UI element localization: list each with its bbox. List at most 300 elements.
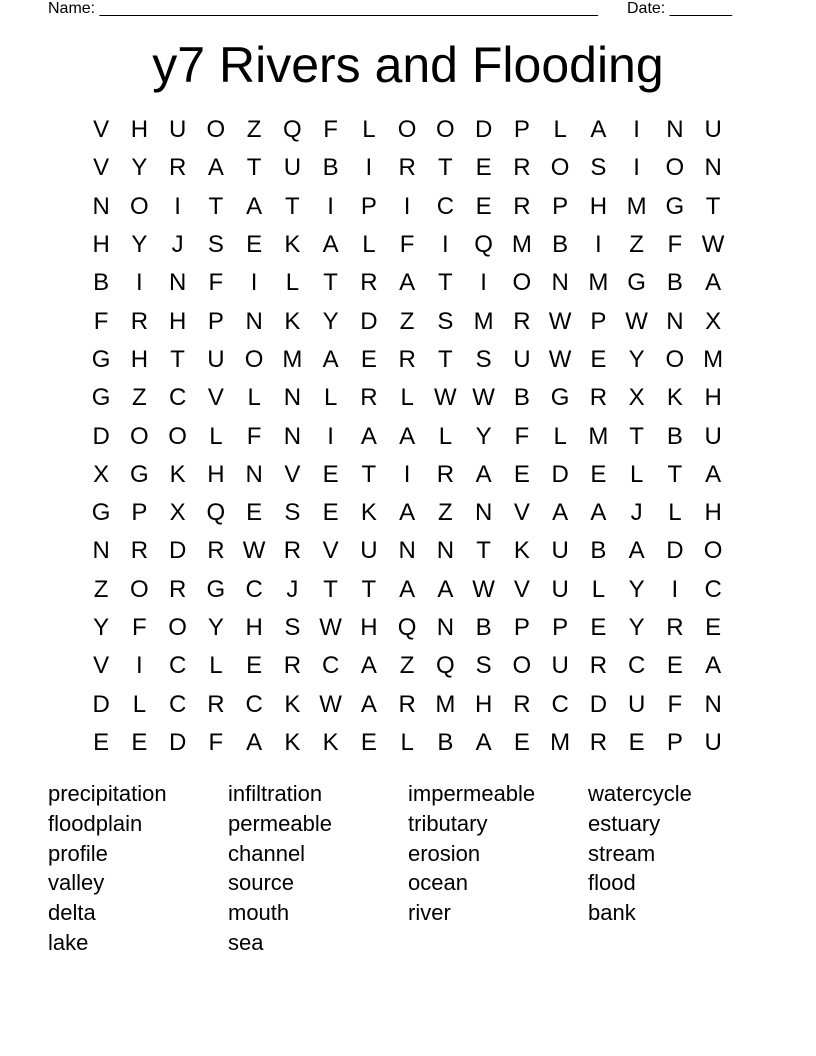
grid-letter: R [360, 384, 378, 412]
grid-letter: R [589, 652, 608, 680]
grid-letter: A [360, 690, 377, 718]
grid-letter: C [551, 690, 569, 718]
grid-letter: I [403, 460, 411, 488]
grid-letter: A [705, 652, 722, 680]
grid-letter: G [665, 192, 685, 220]
grid-letter: H [168, 307, 187, 335]
grid-letter: E [322, 499, 339, 527]
grid-letter: E [590, 345, 607, 373]
grid-letter: F [132, 614, 147, 641]
grid-letter: R [398, 345, 416, 373]
grid-letter: F [246, 422, 262, 450]
grid-letter: C [168, 652, 187, 680]
grid-letter: M [435, 690, 456, 718]
grid-letter: L [132, 690, 147, 718]
grid-letter: V [513, 499, 530, 527]
word-list-item: permeable [228, 810, 332, 836]
grid-letter: E [628, 728, 645, 756]
grid-letter: W [319, 614, 342, 641]
grid-letter: Q [397, 614, 417, 641]
grid-letter: H [704, 384, 722, 412]
grid-letter: Z [399, 307, 415, 335]
grid-letter: R [130, 537, 149, 565]
grid-letter: R [398, 690, 416, 718]
grid-letter: A [399, 575, 416, 603]
grid-letter: O [244, 345, 264, 373]
word-list-item: impermeable [408, 781, 536, 806]
grid-letter: A [552, 499, 569, 527]
name-field-line: Name: ________________________________________________________ [48, 0, 598, 17]
grid-letter: F [667, 690, 683, 718]
grid-letter: I [633, 116, 640, 144]
grid-letter: L [209, 652, 223, 680]
grid-letter: R [283, 652, 302, 680]
grid-letter: S [475, 652, 492, 680]
grid-letter: E [131, 728, 148, 756]
grid-letter: J [286, 575, 299, 603]
grid-letter: R [513, 307, 531, 335]
grid-letter: I [480, 269, 487, 297]
grid-letter: E [590, 460, 607, 488]
grid-letter: E [513, 728, 530, 756]
grid-letter: F [667, 231, 683, 259]
grid-row [82, 532, 732, 570]
grid-letter: R [589, 728, 608, 756]
grid-letter: D [168, 537, 187, 565]
grid-letter: K [169, 460, 186, 488]
grid-letter: W [548, 345, 572, 373]
grid-letter: O [512, 652, 532, 680]
grid-letter: A [590, 499, 607, 527]
grid-letter: R [207, 690, 225, 718]
grid-letter: I [595, 231, 602, 259]
grid-row [82, 149, 732, 187]
grid-letter: N [283, 422, 302, 450]
word-list-item: river [408, 900, 451, 926]
grid-letter: A [705, 269, 722, 297]
grid-letter: T [667, 460, 683, 488]
grid-letter: N [551, 269, 569, 297]
grid-letter: W [548, 307, 572, 335]
grid-letter: H [245, 614, 263, 641]
grid-letter: S [590, 154, 607, 182]
grid-letter: E [246, 652, 263, 680]
grid-letter: T [438, 154, 453, 182]
grid-letter: Y [628, 345, 645, 373]
grid-letter: M [282, 345, 303, 373]
grid-letter: L [668, 499, 682, 527]
grid-letter: N [92, 537, 110, 565]
grid-letter: U [360, 537, 378, 565]
grid-letter: U [704, 116, 722, 144]
grid-letter: A [360, 422, 377, 450]
grid-letter: A [360, 652, 377, 680]
grid-letter: P [552, 614, 569, 641]
grid-letter: I [250, 269, 258, 297]
grid-letter: R [207, 537, 225, 565]
grid-letter: O [130, 575, 149, 603]
grid-letter: T [438, 269, 453, 297]
grid-letter: S [284, 499, 301, 527]
grid-letter: U [704, 422, 722, 450]
grid-row [82, 571, 732, 609]
grid-letter: K [322, 728, 339, 756]
grid-letter: M [473, 307, 494, 335]
grid-letter: M [588, 422, 609, 450]
grid-letter: P [552, 192, 569, 220]
grid-row [82, 685, 732, 723]
grid-letter: X [93, 460, 110, 488]
grid-row [82, 456, 732, 494]
word-list-item: source [228, 870, 295, 896]
grid-letter: N [666, 116, 684, 144]
grid-letter: O [130, 192, 149, 220]
grid-letter: W [701, 231, 725, 259]
grid-letter: I [136, 269, 143, 297]
grid-letter: N [436, 537, 455, 565]
grid-letter: T [705, 192, 721, 220]
grid-letter: M [626, 192, 647, 220]
grid-letter: O [665, 345, 685, 373]
grid-letter: V [93, 154, 110, 182]
grid-letter: A [705, 460, 722, 488]
grid-letter: Z [93, 575, 109, 603]
word-list-item: profile [48, 840, 108, 866]
grid-letter: O [168, 614, 187, 641]
word-list-item: tributary [408, 810, 488, 836]
grid-letter: T [246, 154, 262, 182]
grid-row [82, 379, 732, 417]
grid-letter: Y [322, 307, 339, 335]
grid-letter: E [246, 231, 263, 259]
grid-letter: Y [628, 614, 645, 641]
grid-row [82, 609, 732, 647]
grid-letter: U [627, 690, 646, 718]
grid-letter: A [475, 460, 492, 488]
grid-letter: H [130, 116, 149, 144]
grid-letter: B [93, 269, 110, 297]
grid-letter: Y [207, 614, 224, 641]
grid-letter: O [665, 154, 685, 182]
grid-letter: X [169, 499, 186, 527]
grid-letter: G [206, 575, 226, 603]
grid-letter: D [474, 116, 493, 144]
grid-letter: Q [283, 116, 302, 144]
grid-letter: K [284, 690, 301, 718]
grid-letter: E [93, 728, 110, 756]
grid-letter: L [247, 384, 261, 412]
grid-letter: M [511, 231, 532, 259]
grid-letter: M [703, 345, 724, 373]
grid-letter: K [360, 499, 377, 527]
grid-letter: T [323, 575, 338, 603]
grid-letter: N [474, 499, 493, 527]
grid-letter: L [400, 384, 414, 412]
grid-letter: E [360, 345, 377, 373]
grid-letter: Q [474, 231, 493, 259]
grid-letter: A [399, 269, 416, 297]
grid-letter: A [399, 422, 416, 450]
grid-letter: T [323, 269, 338, 297]
grid-letter: C [321, 652, 340, 680]
grid-letter: G [91, 499, 111, 527]
grid-letter: F [399, 231, 415, 259]
grid-letter: M [550, 728, 571, 756]
grid-letter: B [475, 614, 492, 641]
grid-letter: V [513, 575, 530, 603]
grid-letter: C [245, 690, 263, 718]
grid-letter: L [400, 728, 414, 756]
grid-letter: D [589, 690, 608, 718]
grid-letter: R [666, 614, 684, 641]
grid-letter: R [398, 154, 416, 182]
grid-letter: R [168, 154, 187, 182]
grid-letter: I [327, 192, 334, 220]
grid-letter: N [283, 384, 302, 412]
word-list-item: stream [588, 840, 656, 866]
grid-letter: U [513, 345, 531, 373]
grid-letter: L [323, 384, 338, 412]
grid-letter: L [553, 116, 567, 144]
grid-letter: W [472, 384, 495, 412]
grid-row [82, 302, 732, 340]
grid-letter: E [246, 499, 263, 527]
grid-letter: P [207, 307, 224, 335]
grid-letter: O [397, 116, 417, 144]
grid-letter: O [550, 154, 570, 182]
grid-letter: G [550, 384, 570, 412]
grid-letter: T [208, 192, 224, 220]
grid-letter: L [591, 575, 606, 603]
word-list-item: bank [588, 900, 636, 926]
word-list-item: mouth [228, 900, 290, 926]
grid-letter: S [475, 345, 492, 373]
grid-row [82, 724, 732, 762]
grid-letter: B [552, 231, 569, 259]
grid-letter: O [512, 269, 532, 297]
grid-letter: R [513, 690, 531, 718]
grid-letter: F [93, 307, 109, 335]
word-list [48, 779, 768, 958]
grid-letter: S [437, 307, 454, 335]
grid-letter: I [403, 192, 411, 220]
grid-letter: Z [629, 231, 644, 259]
grid-letter: E [666, 652, 683, 680]
word-list-item: infiltration [228, 781, 323, 806]
grid-letter: X [628, 384, 645, 412]
grid-letter: S [207, 231, 224, 259]
grid-letter: I [671, 575, 679, 603]
grid-letter: Q [436, 652, 455, 680]
grid-letter: G [130, 460, 149, 488]
grid-letter: A [322, 231, 339, 259]
grid-letter: L [285, 269, 300, 297]
grid-letter: T [476, 537, 491, 565]
grid-letter: K [284, 307, 301, 335]
grid-letter: B [437, 728, 454, 756]
grid-letter: A [207, 154, 224, 182]
grid-letter: K [284, 728, 301, 756]
grid-row [82, 494, 732, 532]
grid-letter: P [513, 614, 530, 641]
grid-letter: I [136, 652, 143, 680]
grid-row [82, 647, 732, 685]
grid-letter: D [168, 728, 187, 756]
grid-letter: N [704, 690, 722, 718]
grid-row [82, 341, 732, 379]
grid-letter: A [628, 537, 645, 565]
date-field-line: Date: _______ [627, 0, 732, 17]
grid-letter: N [398, 537, 416, 565]
grid-letter: U [207, 345, 225, 373]
grid-letter: B [666, 422, 683, 450]
word-list-item: flood [588, 870, 636, 896]
grid-letter: R [513, 192, 531, 220]
grid-letter: E [475, 154, 492, 182]
grid-letter: Z [246, 116, 262, 144]
grid-letter: O [168, 422, 187, 450]
grid-letter: Z [399, 652, 415, 680]
grid-letter: I [633, 154, 640, 182]
grid-letter: P [590, 307, 607, 335]
grid-row [82, 226, 732, 264]
grid-letter: P [513, 116, 530, 144]
grid-letter: L [438, 422, 453, 450]
grid-letter: R [360, 269, 378, 297]
grid-letter: P [666, 728, 683, 756]
grid-row [82, 264, 732, 302]
grid-letter: U [704, 728, 722, 756]
grid-letter: E [513, 460, 530, 488]
grid-letter: C [245, 575, 263, 603]
grid-row [82, 188, 732, 226]
grid-letter: V [284, 460, 301, 488]
grid-letter: O [436, 116, 455, 144]
grid-letter: F [323, 116, 338, 144]
grid-letter: N [436, 614, 455, 641]
grid-letter: Z [438, 499, 453, 527]
grid-letter: R [168, 575, 187, 603]
grid-letter: U [551, 652, 569, 680]
grid-letter: L [629, 460, 644, 488]
grid-letter: D [92, 690, 110, 718]
word-list-item: channel [228, 840, 306, 866]
grid-letter: U [168, 116, 187, 144]
grid-letter: D [551, 460, 569, 488]
grid-letter: H [474, 690, 493, 718]
grid-letter: D [92, 422, 110, 450]
grid-letter: T [438, 345, 453, 373]
grid-letter: W [472, 575, 495, 603]
grid-letter: D [360, 307, 378, 335]
grid-letter: N [92, 192, 110, 220]
grid-letter: O [206, 116, 226, 144]
grid-letter: K [666, 384, 683, 412]
grid-letter: N [666, 307, 684, 335]
grid-letter: P [360, 192, 377, 220]
grid-letter: E [360, 728, 377, 756]
word-list-item: erosion [408, 840, 481, 866]
grid-letter: I [365, 154, 373, 182]
grid-letter: C [436, 192, 455, 220]
grid-letter: V [207, 384, 224, 412]
grid-letter: C [168, 690, 187, 718]
page-title: y7 Rivers and Flooding [152, 37, 664, 93]
grid-letter: H [360, 614, 378, 641]
grid-letter: E [322, 460, 339, 488]
word-list-item: sea [228, 929, 264, 955]
grid-letter: U [283, 154, 302, 182]
grid-letter: T [170, 345, 185, 373]
grid-letter: M [588, 269, 609, 297]
grid-letter: J [171, 231, 184, 259]
grid-letter: A [590, 116, 607, 144]
grid-letter: X [705, 307, 722, 335]
grid-letter: K [284, 231, 301, 259]
grid-letter: D [666, 537, 684, 565]
grid-letter: Y [131, 154, 148, 182]
grid-letter: A [399, 499, 416, 527]
grid-letter: R [589, 384, 608, 412]
grid-letter: I [174, 192, 181, 220]
grid-letter: H [704, 499, 722, 527]
grid-letter: E [475, 192, 492, 220]
grid-letter: F [208, 269, 224, 297]
grid-letter: Y [131, 231, 148, 259]
grid-letter: R [513, 154, 531, 182]
grid-letter: A [475, 728, 492, 756]
grid-letter: A [246, 728, 263, 756]
grid-letter: B [513, 384, 530, 412]
grid-letter: C [627, 652, 646, 680]
grid-letter: E [590, 614, 607, 641]
grid-letter: S [284, 614, 301, 641]
grid-letter: N [168, 269, 187, 297]
grid-letter: N [704, 154, 722, 182]
grid-letter: L [553, 422, 567, 450]
word-search-grid [82, 111, 732, 762]
grid-letter: B [590, 537, 607, 565]
grid-letter: Y [93, 614, 110, 641]
grid-letter: F [514, 422, 530, 450]
grid-letter: G [91, 345, 111, 373]
grid-letter: I [327, 422, 334, 450]
grid-letter: T [361, 575, 377, 603]
grid-letter: W [319, 690, 342, 718]
grid-letter: T [629, 422, 644, 450]
grid-letter: A [246, 192, 263, 220]
grid-letter: W [625, 307, 648, 335]
grid-letter: L [362, 116, 376, 144]
grid-letter: Y [628, 575, 645, 603]
grid-letter: H [207, 460, 225, 488]
grid-letter: B [666, 269, 683, 297]
word-list-item: valley [48, 870, 105, 896]
grid-letter: C [704, 575, 722, 603]
word-list-item: floodplain [48, 810, 143, 836]
grid-letter: O [703, 537, 723, 565]
grid-letter: A [322, 345, 339, 373]
grid-letter: P [131, 499, 148, 527]
grid-letter: N [245, 460, 263, 488]
grid-letter: I [442, 231, 449, 259]
grid-letter: R [130, 307, 149, 335]
grid-letter: U [551, 575, 569, 603]
grid-letter: W [434, 384, 457, 412]
grid-letter: H [589, 192, 608, 220]
grid-letter: A [437, 575, 454, 603]
grid-letter: V [93, 652, 110, 680]
